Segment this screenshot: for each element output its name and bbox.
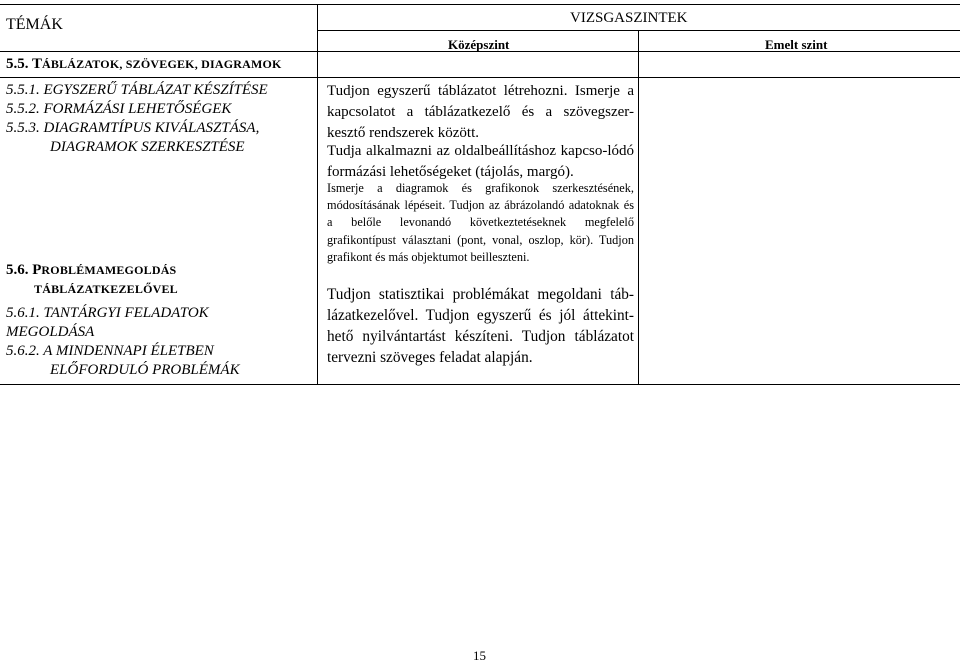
page-number: 15 [473,648,486,663]
topic-5-5-1: 5.5.1. EGYSZERŰ TÁBLÁZAT KÉSZÍTÉSE [6,82,268,98]
topic-5-5-3-line2: DIAGRAMOK SZERKESZTÉSE [50,139,245,155]
header-temak: TÉMÁK [6,16,63,33]
header-kozepszint: Középszint [448,37,510,52]
topic-5-6-2-line2: ELŐFORDULÓ PROBLÉMÁK [50,362,240,378]
kozepszint-paragraph-1: Tudjon egyszerű táblázatot létrehozni. Ismerje a kapcsolatot a táblázatkezelő és a szövegszer-kesztő rendszerek között. [327,83,634,141]
header-emelt-szint: Emelt szint [765,37,828,52]
section-heading-5-5 [6,56,282,73]
topic-5-6-1-line2: MEGOLDÁSA [6,324,95,340]
section-5-6-title: ROBLÉMAMEGOLDÁS [41,263,177,277]
section-5-5-title: ÁBLÁZATOK, SZÖVEGEK, DIAGRAMOK [41,57,282,71]
section-5-6-title-line2: TÁBLÁZATKEZELŐVEL [34,282,178,296]
kozepszint-paragraph-2: Tudja alkalmazni az oldalbeállításhoz kapcso-lódó formázási lehetőségeket (tájolás, margó). [327,143,634,180]
table-bottom-border [0,384,960,385]
topic-5-5-2: 5.5.2. FORMÁZÁSI LEHETŐSÉGEK [6,101,232,117]
section-heading-5-6-line2 [34,281,178,298]
topic-5-6-2-line1: 5.6.2. A MINDENNAPI ÉLETBEN [6,343,214,359]
kozepszint-paragraph-3: Ismerje a diagramok és grafikonok szerkesztésének, módosításának lépéseit. Tudjon az ábrázolandó adatoknak és a belőle levonandó következtetéseknek megfelelő grafikontípust választani (pont, vonal, oszlop, kör). Tudjon grafikont és más objektumot beilleszteni. [327,181,634,264]
table-top-border [0,4,960,5]
section-heading-5-6-line1 [6,262,176,279]
topic-5-5-3-line1: 5.5.3. DIAGRAMTÍPUS KIVÁLASZTÁSA, [6,120,260,136]
section-5-6-number: 5.6. P [6,262,42,278]
kozepszint-paragraph-4: Tudjon statisztikai problémákat megoldani táb-lázatkezelővel. Tudjon egyszerű és jól áttekint-hető nyilvántartást készíteni. Tudjon táblázatot tervezni szöveges feladat alapján. [327,286,634,366]
header-vizsgaszintek: VIZSGASZINTEK [570,10,688,26]
section-5-5-number: 5.5. T [6,56,42,72]
column-divider-topics [317,4,318,385]
topic-5-6-1-line1: 5.6.1. TANTÁRGYI FELADATOK [6,305,209,321]
section-55-bottom-border [0,77,960,78]
column-divider-levels [638,30,639,385]
